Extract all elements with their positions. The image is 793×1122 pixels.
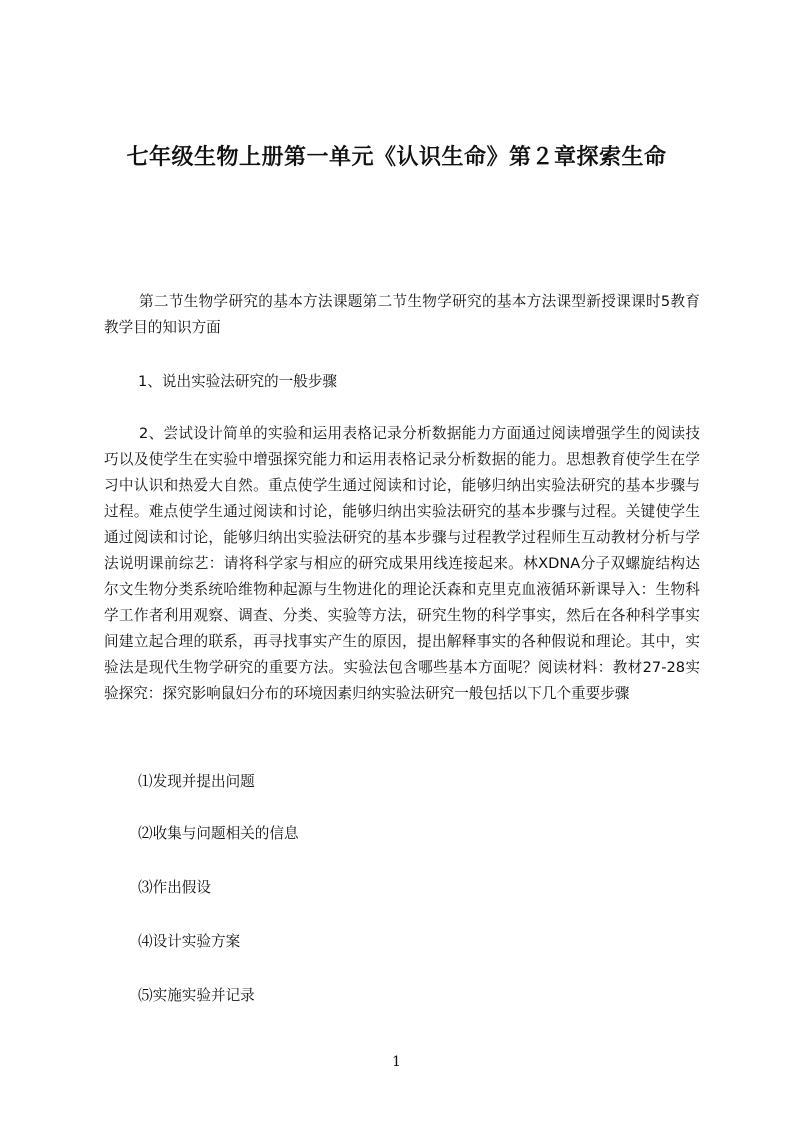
objective-item-1: 1、说出实验法研究的一般步骤 bbox=[138, 373, 338, 390]
step-item-5: ⑸实施实验并记录 bbox=[138, 987, 255, 1004]
paragraph-lesson-body: 2、尝试设计简单的实验和运用表格记录分析数据能力方面通过阅读增强学生的阅读技巧以及使学生在实验中增强探究能力和运用表格记录分析数据的能力。思想教育使学生在学习中认识和热爱大自然。重点使学生通过阅读和讨论，能够归纳出实验法研究的基本步骤与过程。难点使学生通过阅读和讨论，能够归纳出实验法研究的基本步骤与过程。关键使学生通过阅读和讨论，能够归纳出实验法研究的基本步骤与过程教学过程师生互动教材分析与学法说明课前综艺：请将科学家与相应的研究成果用线连接起来。林XDNA分子双螺旋结构达尔文生物分类系统哈维物种起源与生物进化的理论沃森和克里克血液循环新课导入：生物科学工作者利用观察、调查、分类、实验等方法，研究生物的科学事实，然后在各种科学事实间建立起合理的联系，再寻找事实产生的原因，提出解释事实的各种假说和理论。其中，实验法是现代生物学研究的重要方法。实验法包含哪些基本方面呢？阅读材料：教材27-28实验探究：探究影响鼠妇分布的环境因素归纳实验法研究一般包括以下几个重要步骤 bbox=[104, 425, 700, 702]
step-item-2: ⑵收集与问题相关的信息 bbox=[138, 825, 299, 842]
step-item-4: ⑷设计实验方案 bbox=[138, 933, 241, 950]
paragraph-lesson-info: 第二节生物学研究的基本方法课题第二节生物学研究的基本方法课型新授课课时5教育教学目的知识方面 bbox=[104, 293, 700, 336]
step-item-3: ⑶作出假设 bbox=[138, 879, 211, 896]
page-number: 1 bbox=[392, 1054, 401, 1070]
document-title: 七年级生物上册第一单元《认识生命》第２章探索生命 bbox=[126, 145, 667, 170]
step-item-1: ⑴发现并提出问题 bbox=[138, 773, 255, 790]
